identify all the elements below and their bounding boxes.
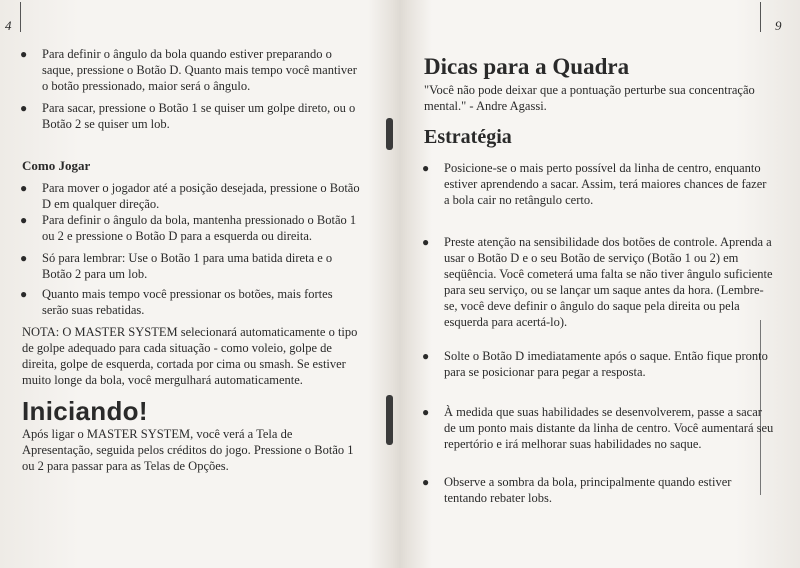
binding-mark xyxy=(386,118,393,150)
right-page xyxy=(422,0,774,568)
intro-bullet-2: ● Para sacar, pressione o Botão 1 se quiser um golpe direto, ou o Botão 2 se quiser um lob. xyxy=(20,100,357,132)
estrategia-bullet-4: ● À medida que suas habilidades se desenvolverem, passe a sacar de um ponto mais distante da linha de centro. Você aumentará seu repertório e irá melhorar suas habilidades no saque. xyxy=(422,404,774,452)
como-jogar-bullet-3: ● Só para lembrar: Use o Botão 1 para uma batida direta e o Botão 2 para um lob. xyxy=(20,250,362,282)
intro-bullet-1: ● Para definir o ângulo da bola quando estiver preparando o saque, pressione o Botão D. Quanto mais tempo você mantiver o botão pressionado, maior será o ângulo. xyxy=(20,46,357,94)
como-jogar-bullet-1: ● Para mover o jogador até a posição desejada, pressione o Botão D em qualquer direção. xyxy=(20,180,362,212)
estrategia-bullet-2: ● Preste atenção na sensibilidade dos botões de controle. Aprenda a usar o Botão D e o seu Botão de serviço (Botão 1 ou 2) em seqüência. Você cometerá uma falta se não tiver ângulo suficiente para seu serviço, ou se lançar um saque antes da hora. (Lembre-se, você deve definir o ângulo do saque pela direita ou pela esquerda para acertá-lo). xyxy=(422,234,774,330)
binding-mark xyxy=(386,395,393,445)
estrategia-bullet-1: ● Posicione-se o mais perto possível da linha de centro, enquanto estiver aprendendo a sacar. Assim, terá maiores chances de fazer a bola cair no retângulo certo. xyxy=(422,160,774,208)
left-page-number: 4 xyxy=(5,18,12,33)
como-jogar-heading: Como Jogar xyxy=(22,158,91,173)
estrategia-bullet-5: ● Observe a sombra da bola, principalmente quando estiver tentando rebater lobs. xyxy=(422,474,774,506)
iniciando-heading: Iniciando! xyxy=(22,396,148,426)
page-title: Dicas para a Quadra xyxy=(424,54,630,79)
estrategia-bullet-3: ● Solte o Botão D imediatamente após o saque. Então fique pronto para se posicionar para pegar a resposta. xyxy=(422,348,774,380)
right-page-number: 9 xyxy=(775,18,782,33)
nota-paragraph: NOTA: O MASTER SYSTEM selecionará automaticamente o tipo de golpe adequado para cada situação - como voleio, golpe de direita, golpe de esquerda, cortada por cima ou smash. Se estiver muito longe da bola, você mergulhará automaticamente. xyxy=(22,325,358,387)
como-jogar-bullet-4: ● Quanto mais tempo você pressionar os botões, mais fortes serão suas rebatidas. xyxy=(20,286,362,318)
iniciando-paragraph: Após ligar o MASTER SYSTEM, você verá a Tela de Apresentação, seguida pelos créditos do jogo. Pressione o Botão 1 ou 2 para passar para as Telas de Opções. xyxy=(22,427,354,473)
left-page xyxy=(20,0,365,568)
estrategia-heading: Estratégia xyxy=(424,126,512,148)
como-jogar-bullet-2: ● Para definir o ângulo da bola, mantenha pressionado o Botão 1 ou 2 e pressione o Botão D para a esquerda ou direita. xyxy=(20,212,362,244)
agassi-quote: "Você não pode deixar que a pontuação perturbe sua concentração mental." - Andre Agassi. xyxy=(424,83,755,113)
